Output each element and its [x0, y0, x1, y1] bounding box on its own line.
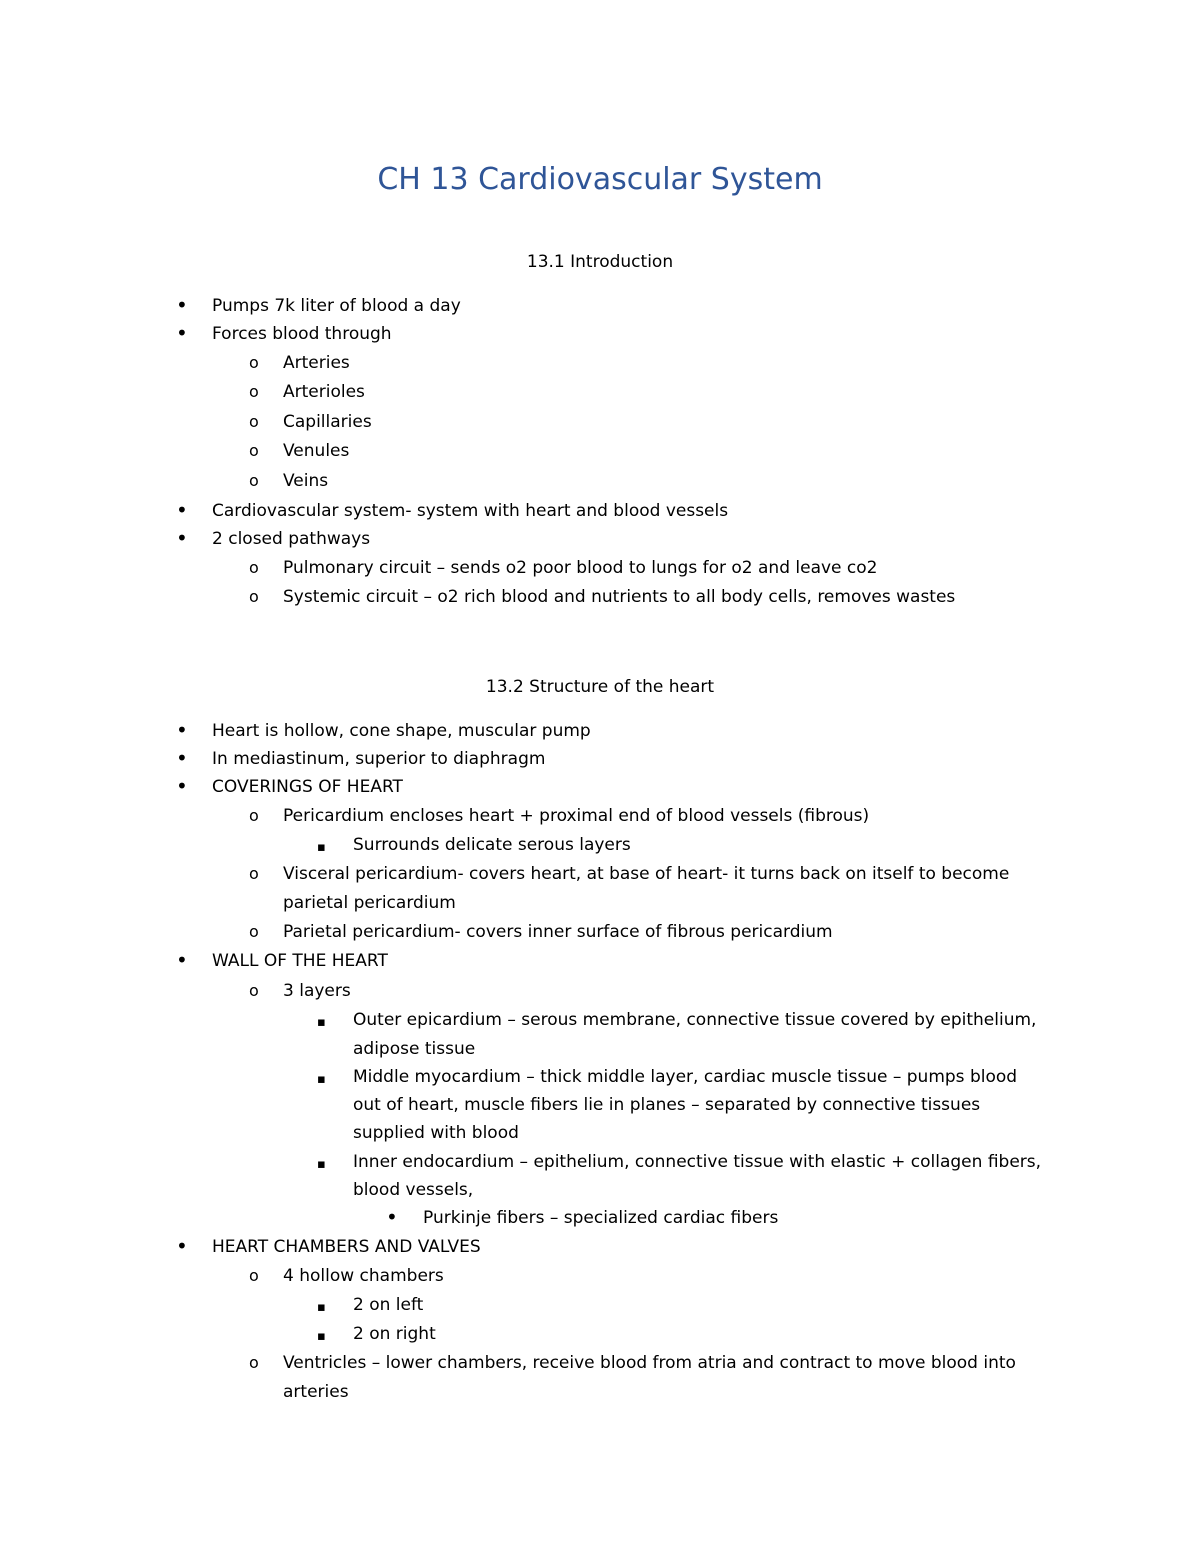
- bullet-marker: [249, 1353, 259, 1373]
- list-item: Surrounds delicate serous layers: [353, 835, 631, 855]
- bullet-marker: [176, 948, 188, 972]
- page-title: CH 13 Cardiovascular System: [377, 162, 823, 197]
- list-item: Pulmonary circuit – sends o2 poor blood to lungs for o2 and leave co2: [283, 558, 878, 578]
- bullet-marker: [249, 806, 259, 826]
- list-item: Inner endocardium – epithelium, connective tissue with elastic + collagen fibers,: [353, 1152, 1042, 1172]
- list-item: 2 on right: [353, 1324, 436, 1344]
- bullet-marker: [176, 718, 188, 742]
- bullet-marker: [249, 1266, 259, 1286]
- list-item: HEART CHAMBERS AND VALVES: [212, 1237, 481, 1257]
- list-item: Cardiovascular system- system with heart and blood vessels: [212, 501, 729, 521]
- bullet-marker: [317, 1325, 326, 1345]
- list-item: Pumps 7k liter of blood a day: [212, 296, 461, 316]
- list-item: Pericardium encloses heart + proximal end of blood vessels (fibrous): [283, 806, 870, 826]
- bullet-marker: [386, 1205, 398, 1229]
- bullet-marker: [249, 471, 259, 491]
- list-item: 3 layers: [283, 981, 351, 1001]
- list-item: 2 closed pathways: [212, 529, 371, 549]
- bullet-marker: [249, 587, 259, 607]
- bullet-marker: [176, 746, 188, 770]
- list-item: Arterioles: [283, 382, 365, 402]
- list-item: Heart is hollow, cone shape, muscular pump: [212, 721, 591, 741]
- list-item: Parietal pericardium- covers inner surface of fibrous pericardium: [283, 922, 833, 942]
- list-item-continuation: adipose tissue: [353, 1039, 476, 1059]
- list-item-continuation: parietal pericardium: [283, 893, 456, 913]
- list-item: Veins: [283, 471, 329, 491]
- list-item: Purkinje fibers – specialized cardiac fibers: [423, 1208, 779, 1228]
- list-item: Visceral pericardium- covers heart, at base of heart- it turns back on itself to become: [283, 864, 1010, 884]
- bullet-marker: [249, 981, 259, 1001]
- bullet-marker: [249, 412, 259, 432]
- bullet-marker: [176, 321, 188, 345]
- list-item: 2 on left: [353, 1295, 424, 1315]
- list-item: WALL OF THE HEART: [212, 951, 388, 971]
- section-heading-intro: 13.1 Introduction: [526, 252, 674, 272]
- bullet-marker: [249, 864, 259, 884]
- bullet-marker: [317, 1296, 326, 1316]
- list-item: Ventricles – lower chambers, receive blood from atria and contract to move blood into: [283, 1353, 1016, 1373]
- bullet-marker: [317, 1011, 326, 1031]
- list-item: Venules: [283, 441, 350, 461]
- list-item: Capillaries: [283, 412, 372, 432]
- list-item-continuation: supplied with blood: [353, 1123, 519, 1143]
- list-item: Middle myocardium – thick middle layer, cardiac muscle tissue – pumps blood: [353, 1067, 1018, 1087]
- bullet-marker: [176, 498, 188, 522]
- list-item-continuation: arteries: [283, 1382, 349, 1402]
- bullet-marker: [249, 382, 259, 402]
- list-item-continuation: out of heart, muscle fibers lie in planes – separated by connective tissues: [353, 1095, 981, 1115]
- bullet-marker: [249, 441, 259, 461]
- bullet-marker: [176, 774, 188, 798]
- bullet-marker: [317, 1068, 326, 1088]
- bullet-marker: [176, 526, 188, 550]
- list-item: COVERINGS OF HEART: [212, 777, 403, 797]
- bullet-marker: [176, 293, 188, 317]
- list-item: Forces blood through: [212, 324, 392, 344]
- bullet-marker: [249, 353, 259, 373]
- bullet-marker: [317, 836, 326, 856]
- bullet-marker: [249, 558, 259, 578]
- list-item: Outer epicardium – serous membrane, connective tissue covered by epithelium,: [353, 1010, 1037, 1030]
- list-item-continuation: blood vessels,: [353, 1180, 474, 1200]
- bullet-marker: [249, 922, 259, 942]
- list-item: 4 hollow chambers: [283, 1266, 444, 1286]
- bullet-marker: [317, 1153, 326, 1173]
- section-heading-structure: 13.2 Structure of the heart: [485, 677, 715, 697]
- list-item: Systemic circuit – o2 rich blood and nutrients to all body cells, removes wastes: [283, 587, 956, 607]
- bullet-marker: [176, 1234, 188, 1258]
- list-item: In mediastinum, superior to diaphragm: [212, 749, 546, 769]
- list-item: Arteries: [283, 353, 350, 373]
